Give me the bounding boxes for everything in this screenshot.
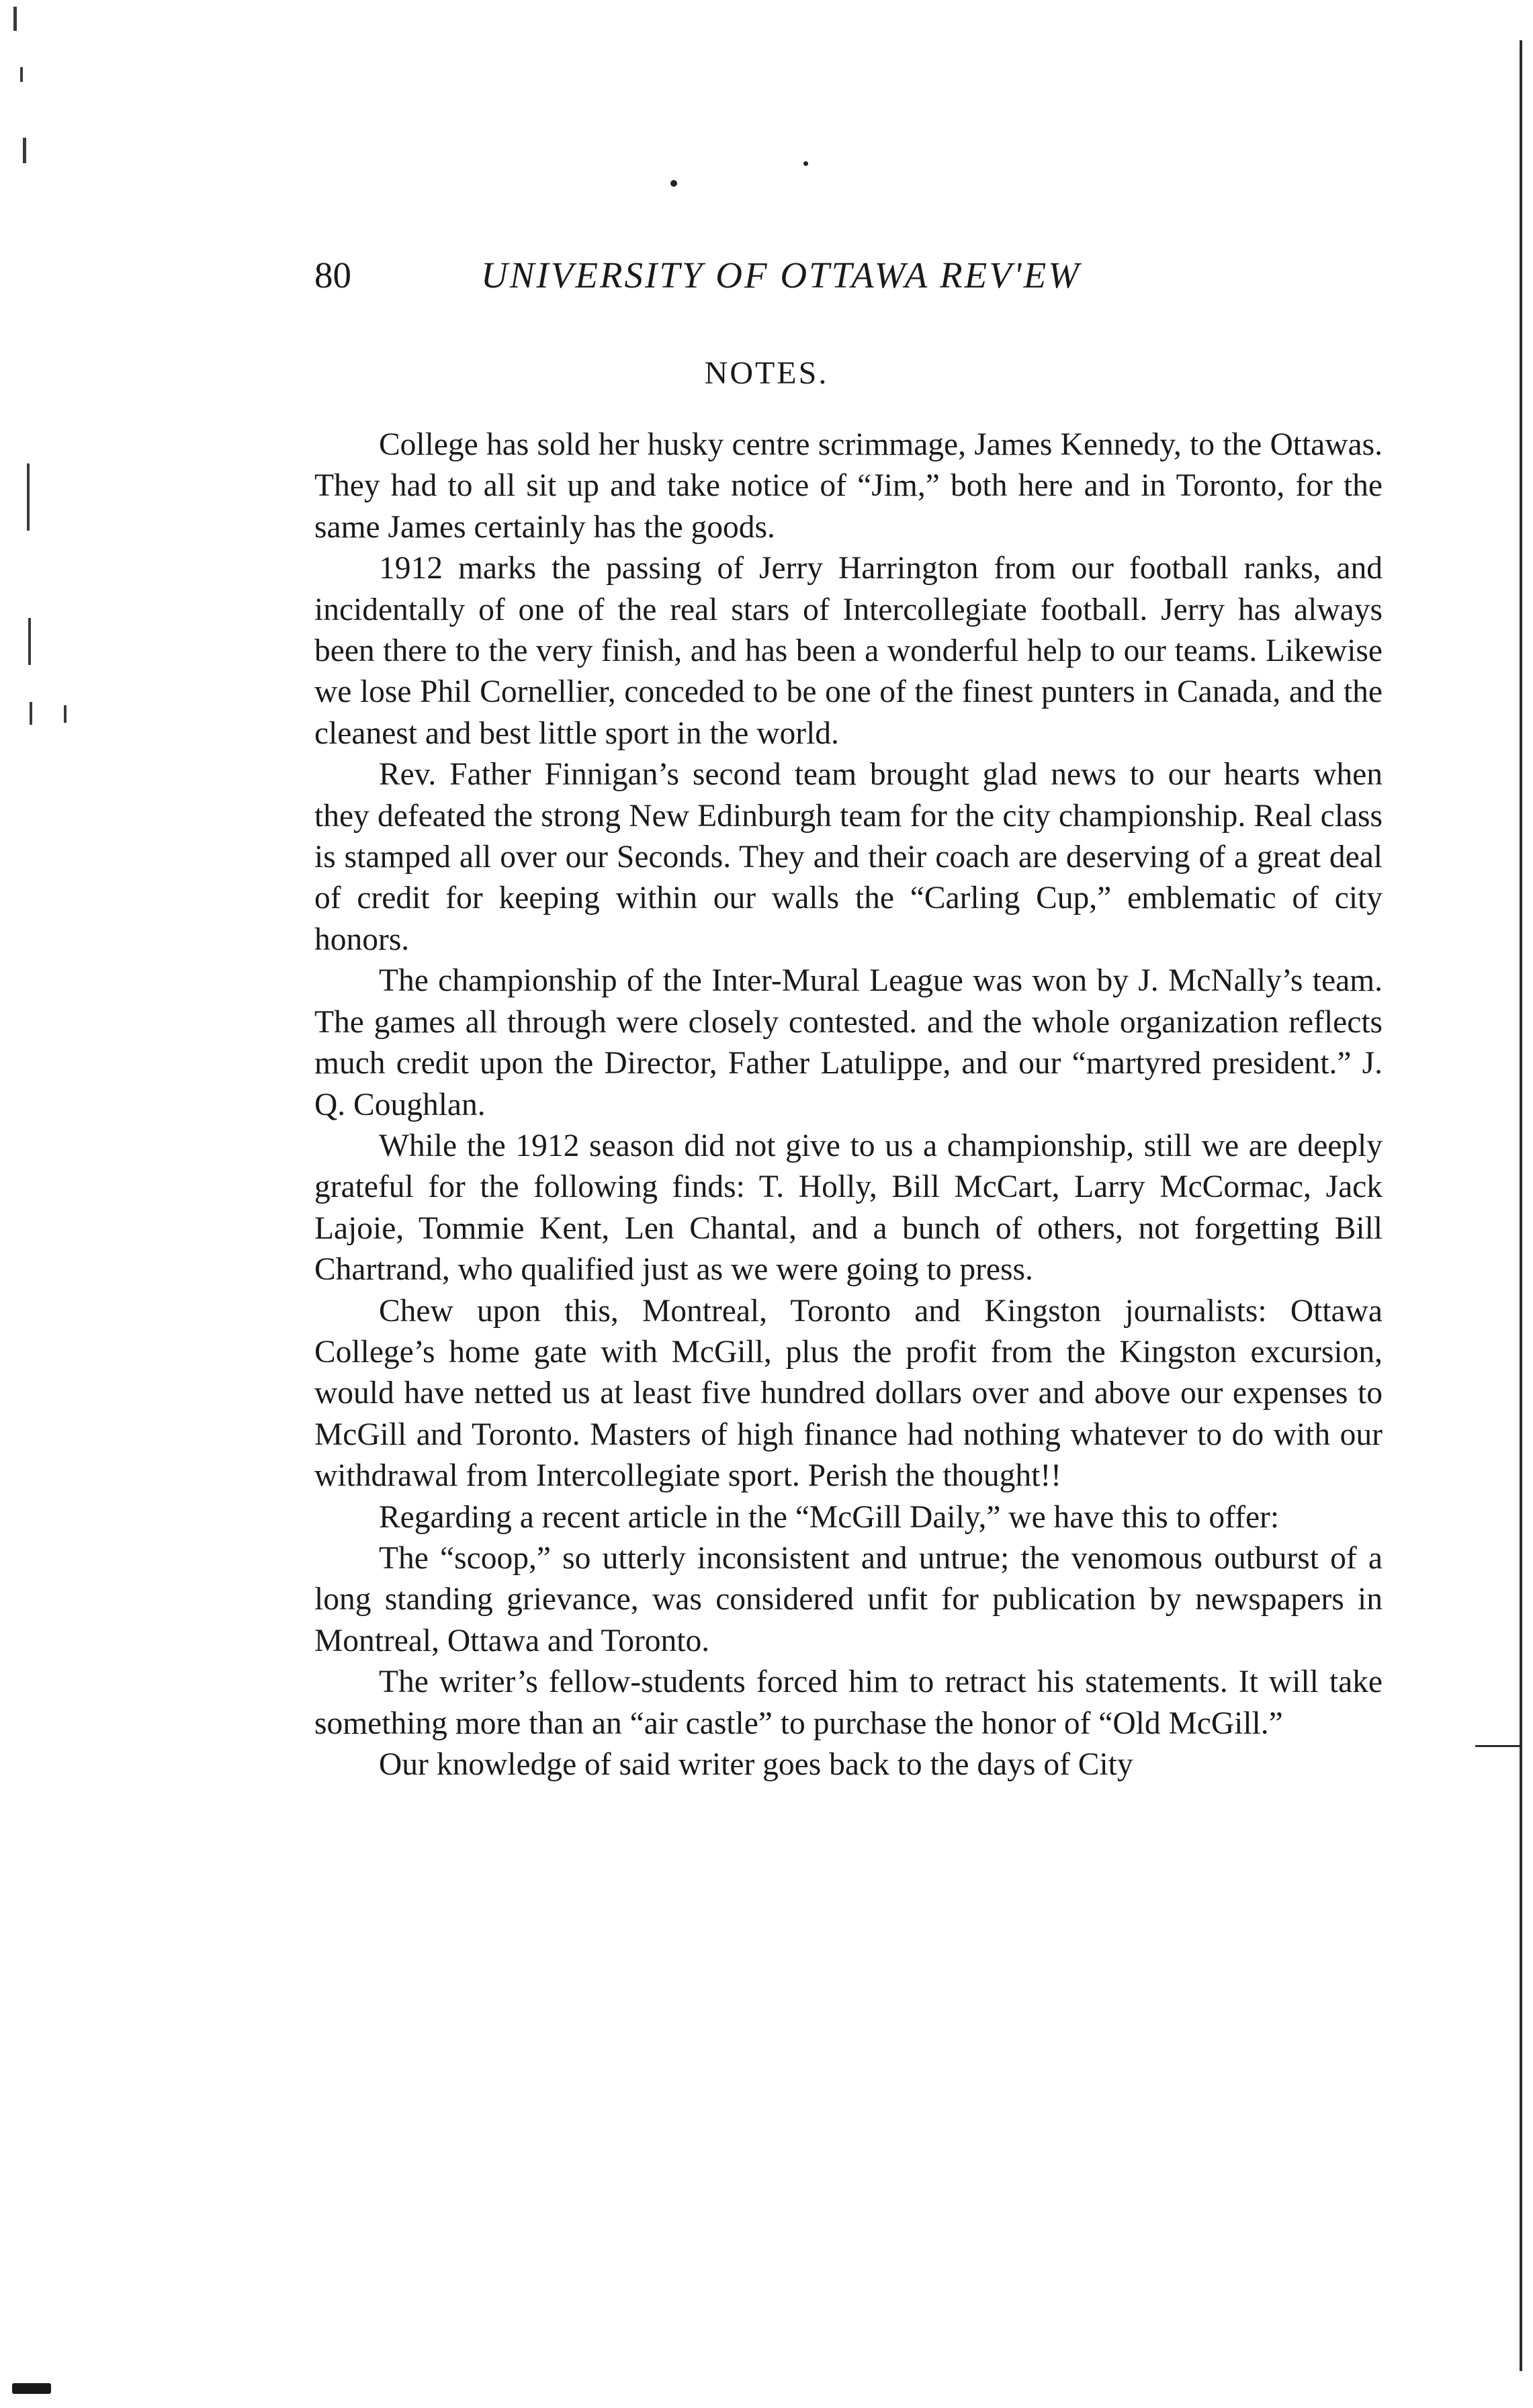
scan-edge-mark [20,67,23,82]
scan-edge-mark [13,7,17,31]
paragraph: The “scoop,” so utterly inconsistent and untrue; the venomous outburst of a long standing grievance, was considered unfit for publication by newspapers in Montreal, Ottawa and Toronto. [314,1540,1383,1658]
scan-edge-mark [23,138,26,163]
scan-edge-mark [30,702,32,725]
scan-edge-tick [1475,1745,1520,1747]
paragraph: Chew upon this, Montreal, Toronto and Kingston journalists: Ottawa College’s home gate with McGill, plus the profit from the Kingston excursion, would have netted us at least five hundred dollars over and above our expenses to McGill and Toronto. Masters of high finance had nothing whatever to do with our withdrawal from Intercollegiate sport. Perish the thought!! [314,1293,1383,1494]
scan-edge-mark [64,705,67,723]
running-header [314,254,1389,308]
paragraph: Our knowledge of said writer goes back to the days of City [379,1747,1133,1782]
page-number: 80 [314,255,351,296]
scan-corner-blob [12,2383,51,2394]
scan-speck [670,180,677,187]
scan-speck [803,161,808,166]
paragraph: College has sold her husky centre scrimmage, James Kennedy, to the Ottawas. They had to all sit up and take notice of “Jim,” both here and in Toronto, for the same James certainly has the goods. [314,427,1383,545]
paragraph: 1912 marks the passing of Jerry Harrington from our football ranks, and incidentally of one of the real stars of Intercollegiate football. Jerry has always been there to the very finish, and has been a wonderful help to our teams. Likewise we lose Phil Cornellier, conceded to be one of the finest punters in Canada, and the cleanest and best little sport in the world. [314,551,1383,751]
paragraph: While the 1912 season did not give to us a championship, still we are deeply grateful for the following finds: T. Holly, Bill McCart, Larry McCormac, Jack Lajoie, Tommie Kent, Len Chantal, and a bunch of others, not forgetting Bill Chartrand, who qualified just as we were going to press. [314,1128,1383,1288]
paragraph: Rev. Father Finnigan’s second team brought glad news to our hearts when they defeated the strong New Edinburgh team for the city championship. Real class is stamped all over our Seconds. They and their coach are deserving of a great deal of credit for keeping within our walls the “Carling Cup,” emblematic of city honors. [314,757,1383,957]
paragraph: Regarding a recent article in the “McGill Daily,” we have this to offer: [379,1499,1280,1535]
paragraph: The championship of the Inter-Mural League was won by J. McNally’s team. The games all through were closely contested. and the whole organization reflects much credit upon the Director, Father Latulippe, and our “martyred president.” J. Q. Coughlan. [314,963,1383,1122]
section-title: NOTES. [704,355,829,391]
article-body [314,425,1383,1785]
paragraph: The writer’s fellow-students forced him to retract his statements. It will take something more than an “air castle” to purchase the honor of “Old McGill.” [314,1664,1383,1741]
running-title: UNIVERSITY OF OTTAWA REV'EW [481,255,1081,296]
scan-edge-mark [27,463,30,531]
scan-edge-mark [28,618,31,665]
